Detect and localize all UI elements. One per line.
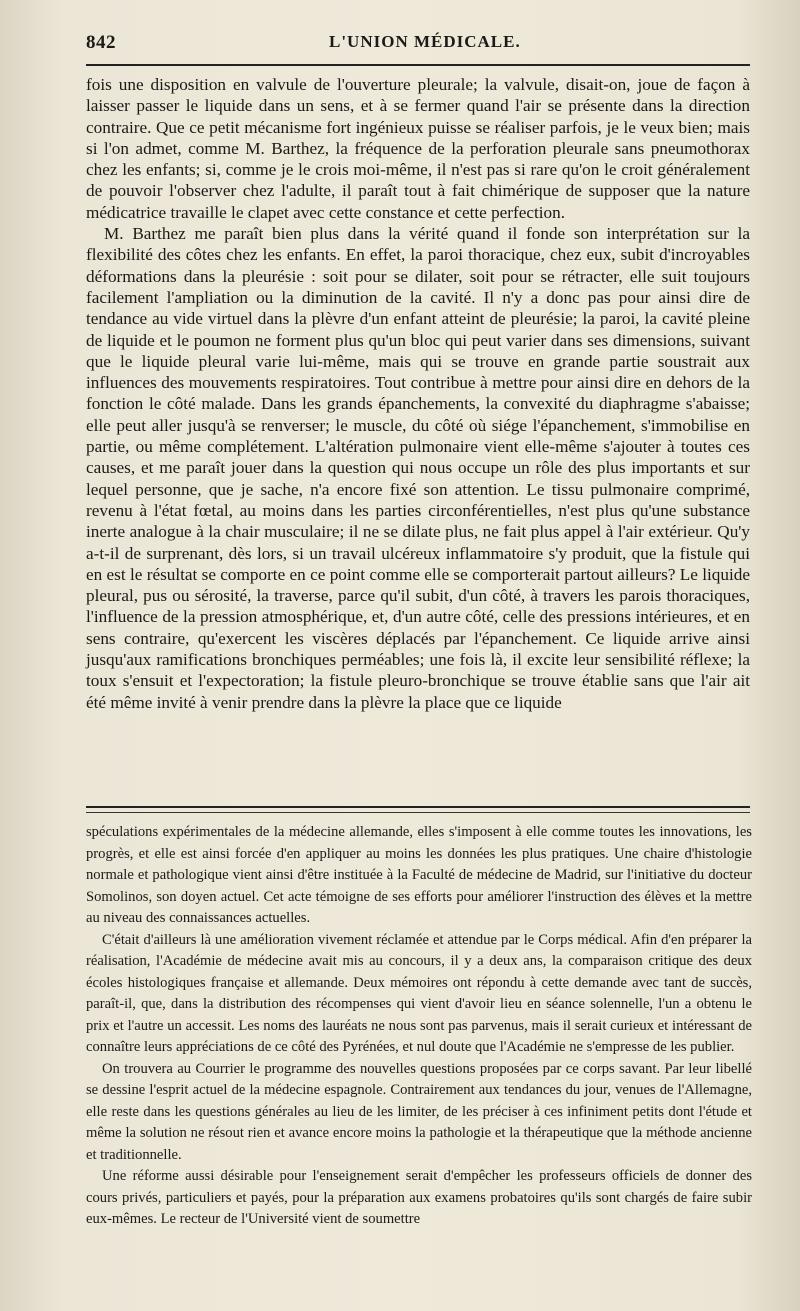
main-article-text <box>86 74 750 713</box>
section-separator-thin <box>86 812 750 813</box>
feuilleton-paragraph-3: On trouvera au Courrier le programme des nouvelles questions proposées par ce corps savant. Par leur libellé se dessine l'esprit actuel de la médecine espagnole. Contrairement aux tendances du jour, venues de l'Allemagne, elle reste dans les questions générales au lieu de les limiter, de les préciser à ces infiniment petits dont l'étude et même la solution ne résout rien et avance encore moins la pathologie et la thérapeutique que la méthode ancienne et traditionnelle. <box>86 1060 752 1163</box>
page-header <box>86 32 750 58</box>
running-title: L'UNION MÉDICALE. <box>329 32 521 51</box>
header-rule <box>86 64 750 66</box>
main-paragraph-2: M. Barthez me paraît bien plus dans la vérité quand il fonde son interprétation sur la flexibilité des côtes chez les enfants. En effet, la paroi thoracique, chez eux, subit d'incroyables déformations dans la pleurésie : soit pour se dilater, soit pour se rétracter, elle suit toujours facilement l'ampliation ou la diminution de la cavité. Il n'y a donc pas pour ainsi dire de tendance au vide virtuel dans la plèvre d'un enfant atteint de pleurésie; la paroi, la cavité pleine de liquide et le poumon ne forment plus qu'un bloc qui peut varier dans ses dimensions, suivant que le liquide pleural varie lui-même, mais qui se trouve en grande partie soustrait aux influences des mouvements respiratoires. Tout contribue à mettre pour ainsi dire en dehors de la fonction le côté malade. Dans les grands épanchements, la convexité du diaphragme s'abaisse; elle peut aller jusqu'à se renverser; le muscle, du côté où siége l'épanchement, s'immobilise en partie, ou même complétement. L'altération pulmonaire vient elle-même s'ajouter à toutes ces causes, et me paraît jouer dans la question qui nous occupe un rôle des plus importants et sur lequel personne, que je sache, n'a encore fixé son attention. Le tissu pulmonaire comprimé, revenu à l'état fœtal, au moins dans les parties circonférentielles, n'est plus qu'une substance inerte analogue à la chair musculaire; il ne se dilate plus, ne fait plus appel à l'air extérieur. Qu'y a-t-il de surprenant, dès lors, si un travail ulcéreux inflammatoire s'y produit, que la fistule qui en est le résultat se comporte en ce point comme elle se comporterait partout ailleurs? Le liquide pleural, pus ou sérosité, la traverse, parce qu'il subit, d'un côté, à travers les parois thoraciques, l'influence de la pression atmosphérique, et, d'un autre côté, celle des pressions intérieures, et en sens contraire, qu'exercent les viscères déplacés par l'épanchement. Ce liquide arrive ainsi jusqu'aux ramifications bronchiques perméables; une fois là, il excite leur sensibilité réflexe; la toux s'ensuit et l'expectoration; la fistule pleuro-bronchique se trouve établie sans que l'air ait été même invité à venir prendre dans la plèvre la place que ce liquide <box>86 224 750 712</box>
main-paragraph-1: fois une disposition en valvule de l'ouverture pleurale; la valvule, disait-on, joue de façon à laisser passer le liquide dans un sens, et à se fermer quand l'air se présente dans la direction contraire. Que ce petit mécanisme fort ingénieux puisse se réaliser parfois, je le veux bien; mais si l'on admet, comme M. Barthez, la fréquence de la perforation pleurale sans pneumothorax chez les enfants; si, comme je le crois moi-même, il n'est pas si rare qu'on le croit généralement de pouvoir l'observer chez l'adulte, il paraît tout à fait chimérique de supposer que la nature médicatrice travaille le clapet avec cette constance et cette perfection. <box>86 75 750 222</box>
feuilleton-paragraph-4: Une réforme aussi désirable pour l'enseignement serait d'empêcher les professeurs officiels de donner des cours privés, particuliers et payés, pour la préparation aux examens probatoires qu'ils sont chargés de faire subir eux-mêmes. Le recteur de l'Université vient de soumettre <box>86 1168 752 1227</box>
feuilleton-text <box>86 822 752 1231</box>
feuilleton-paragraph-2: C'était d'ailleurs là une amélioration vivement réclamée et attendue par le Corps médical. Afin d'en préparer la réalisation, l'Académie de médecine avait mis au concours, il y a deux ans, la comparaison critique des deux écoles histologiques française et allemande. Deux mémoires ont répondu à cette demande avec tant de succès, paraît-il, que, dans la distribution des récompenses qui vient d'avoir lieu en séance solennelle, l'un a obtenu le prix et l'autre un accessit. Les noms des lauréats ne nous sont pas parvenus, mais il serait curieux et intéressant de connaître leurs appréciations de ce côté des Pyrénées, et nul doute que l'Académie ne s'empresse de les publier. <box>86 931 752 1055</box>
page-number: 842 <box>86 32 116 53</box>
feuilleton-paragraph-1: spéculations expérimentales de la médecine allemande, elles s'imposent à elle comme toutes les innovations, les progrès, et elle est ainsi forcée d'en appliquer au moins les données les plus pratiques. Une chaire d'histologie normale et pathologique vient ainsi d'être instituée à la Faculté de médecine de Madrid, sur l'initiative du docteur Somolinos, son doyen actuel. Cet acte témoigne de ses efforts pour améliorer l'instruction des élèves et la mettre au niveau des connaissances actuelles. <box>86 824 752 926</box>
section-separator-thick <box>86 806 750 808</box>
